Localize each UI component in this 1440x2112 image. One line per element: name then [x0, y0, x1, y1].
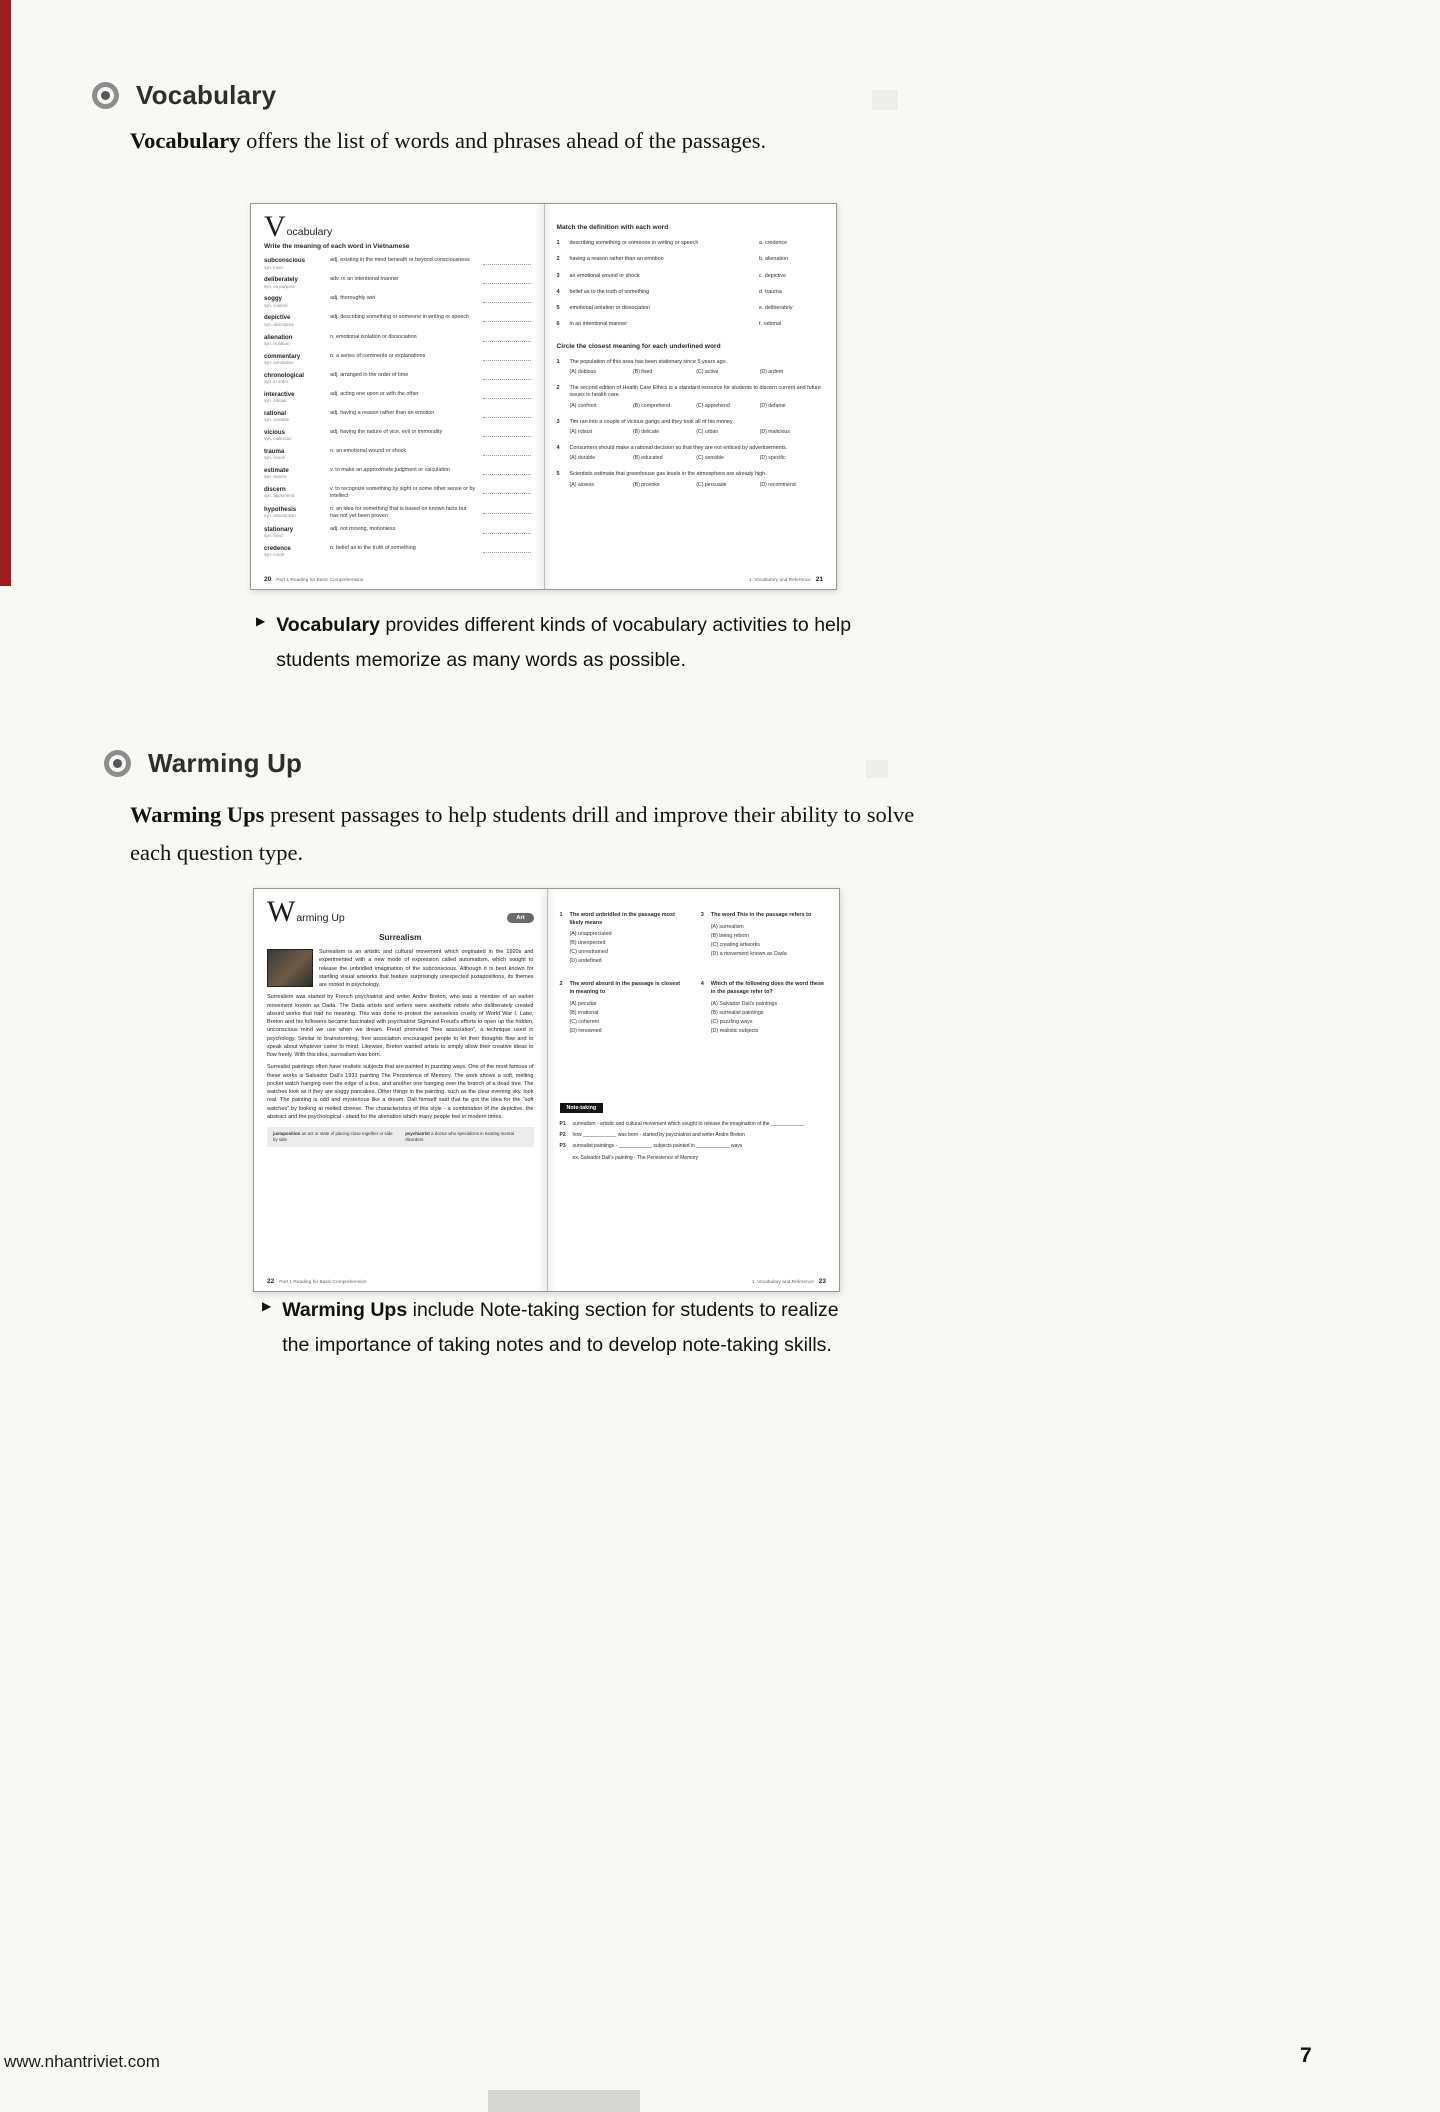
vocab-instruction: Write the meaning of each word in Vietnamese [264, 243, 410, 251]
warming-title-rest: arming Up [296, 912, 345, 924]
vocabulary-intro-lead: Vocabulary [130, 128, 241, 153]
vocabulary-section-header [92, 80, 276, 111]
answer-option: (D) defame [759, 402, 786, 409]
vocab-word-row [264, 257, 531, 270]
meaning-write-line [483, 468, 531, 475]
glossary-term: psychiatrist [405, 1131, 430, 1136]
vocab-term-synonym: syn. descriptive [264, 321, 295, 327]
passage-paragraph: Surrealist paintings often have realistic subjects that are painted in puzzling ways. One of the most famous of these works is Salvador Dali's 1931 painting The Persistence of Memory. The work shows a soft, melting pocket watch hanging over the edge of a box, and another one hanging over the branch of a dead tree. The watches look as if they are soggy pancakes. Other things in the painting, such as the clear evening sky, look real. The painting is odd and mysterious like a dream. Dali himself said that he got the idea for the “soft watches” by looking at melted cheese. The characteristics of this style - a combination of the depictive, the abstract and the psychological - stand for the alienation which many people feel in modern times. [267, 1064, 534, 1120]
circle-item-body [570, 385, 824, 409]
passage-body [267, 948, 534, 1121]
circle-item [557, 385, 824, 409]
glossary-term: juxtaposition [273, 1131, 301, 1136]
vocab-term-cell [264, 429, 330, 442]
vocab-left-page-number: 20 [264, 576, 272, 583]
note-taking-line [560, 1132, 827, 1139]
warming-right-page-number: 23 [818, 1278, 826, 1285]
meaning-write-line [483, 449, 531, 456]
question-number: 3 [700, 912, 704, 918]
vocab-left-footer [264, 576, 363, 583]
vocab-term-cell [264, 467, 330, 480]
warming-left-footer-text: Part 1 Reading for Basic Comprehension [279, 1280, 367, 1285]
vocab-left-page [251, 204, 544, 589]
circle-sentence: The population of this area has been stationary since 5 years ago. [569, 358, 728, 365]
warming-up-note-lead: Warming Ups [282, 1299, 408, 1321]
vocab-term-synonym: syn. assess [264, 474, 287, 480]
match-definition: having a reason rather than an emotion [569, 256, 664, 263]
match-number: 1 [556, 240, 560, 246]
vocab-term: subconscious [264, 257, 305, 265]
warming-up-intro-rest: present passages to help students drill and improve their ability to solve each question type. [130, 802, 915, 866]
meaning-write-line [483, 354, 531, 361]
circle-item-body [570, 359, 824, 375]
glossary-item: psychiatrist a doctor who specializes in treating mental disorders [405, 1131, 514, 1143]
vocab-term-cell [264, 486, 330, 499]
question-number: 1 [559, 912, 563, 918]
triangle-bullet-icon: ▶ [256, 614, 266, 628]
bullseye-icon [104, 750, 131, 777]
note-text: ex. Salvador Dali's painting - The Persistence of Memory [572, 1154, 699, 1161]
vocab-term-cell [264, 410, 330, 423]
circle-sentence: Scientists estimate that greenhouse gas levels in the atmosphere are already high. [569, 471, 767, 478]
match-number: 5 [556, 305, 560, 312]
vocab-term: rational [264, 409, 287, 417]
circle-number: 4 [556, 444, 560, 451]
answer-option: (C) urban [696, 428, 719, 435]
section-title-vocabulary: Vocabulary [136, 80, 277, 110]
question-text: Which of the following does the word these in the passage refer to? [710, 981, 825, 996]
answer-option: (D) a movement known as Dada [710, 950, 787, 957]
match-heading: Match the definition with each word [556, 224, 669, 231]
meaning-write-line [483, 277, 531, 284]
scan-artifact [488, 2090, 640, 2112]
warming-left-footer [267, 1278, 366, 1285]
vocab-term-cell [264, 334, 330, 347]
note-text: surrealist paintings - ____________ subjects painted in ____________ ways [572, 1143, 743, 1150]
vocab-page-title [264, 210, 531, 243]
bullseye-icon [92, 82, 119, 109]
vocab-word-row [264, 486, 531, 500]
warming-up-note-rest: include Note-taking section for students to realize the importance of taking notes and to develop note-taking skills. [282, 1299, 839, 1357]
circle-options [570, 482, 824, 488]
answer-option: (B) educated [632, 455, 663, 462]
vocabulary-intro-rest: offers the list of words and phrases ahead of the passages. [240, 128, 767, 153]
question-grid [560, 912, 827, 1037]
answer-option: (C) active [696, 369, 719, 376]
vocab-word-row [264, 276, 531, 289]
meaning-write-line [483, 507, 531, 514]
warming-left-page-number: 22 [267, 1278, 275, 1285]
vocab-term-cell [264, 314, 330, 327]
note-taking-list [560, 1121, 827, 1162]
passage-title: Surrealism [379, 933, 422, 942]
vocab-word-row [264, 410, 531, 423]
match-item [557, 305, 824, 312]
vocab-term: alienation [264, 333, 293, 341]
vocab-word-list [264, 257, 531, 558]
vocab-term-synonym: syn. shock [264, 455, 285, 461]
spread-fold-line [547, 889, 548, 1291]
note-paragraph-label [560, 1155, 573, 1162]
question-stem [560, 912, 685, 927]
triangle-bullet-icon: ▶ [262, 1299, 272, 1313]
match-answer-word: f. rational [759, 321, 782, 328]
meaning-write-line [483, 296, 531, 303]
circle-list [557, 359, 824, 488]
vocab-term-cell [264, 372, 330, 385]
circle-item [557, 419, 824, 435]
vocab-term: credence [264, 544, 291, 552]
vocabulary-note-rest: provides different kinds of vocabulary activities to help students memorize as many words as possible. [276, 614, 852, 672]
match-item [557, 273, 824, 280]
vocab-word-row [264, 334, 531, 347]
answer-option: (A) confront [569, 402, 597, 409]
vocab-term: commentary [264, 352, 301, 360]
circle-item [557, 359, 824, 375]
warming-up-note-text [282, 1293, 867, 1363]
vocab-definition: adj. having the nature of vice, evil or immorality [330, 428, 443, 435]
vocab-right-footer-text: 1. Vocabulary and Reference [748, 578, 811, 583]
note-paragraph-label: P3 [559, 1143, 566, 1150]
answer-option: (A) Salvador Dali's paintings [710, 1000, 778, 1007]
vocab-term-synonym: syn. fixed [264, 533, 283, 539]
answer-option: (A) peculiar [569, 1000, 597, 1007]
meaning-write-line [483, 315, 531, 322]
answer-option: (B) being reborn [710, 932, 750, 939]
scan-artifact [872, 90, 898, 110]
answer-option: (A) unappreciated [569, 931, 612, 938]
answer-option: (C) coherent [569, 1018, 599, 1025]
warming-up-section-header [104, 748, 302, 779]
vocab-definition: v. to make an approximate judgment or calculation [330, 466, 451, 473]
vocab-definition: n. a series of comments or explanations [330, 352, 426, 359]
section-title-warming-up: Warming Up [148, 748, 303, 778]
vocab-definition: adj. describing something or someone in writing or speech [330, 314, 470, 321]
vocab-term-synonym: syn. soaked [264, 302, 288, 308]
vocab-definition: n. belief as to the truth of something [330, 544, 416, 551]
question-text: The word absurd in the passage is closest in meaning to [569, 981, 681, 996]
question-stem [701, 981, 826, 996]
answer-option: (A) surrealism [710, 923, 744, 930]
meaning-write-line [483, 392, 531, 399]
circle-sentence: Consumers should make a rational decision so that they are not enticed by advertisements. [569, 444, 788, 451]
answer-option: (D) specific [759, 455, 786, 462]
passage-paragraph: Surrealism is an artistic and cultural movement which originated in the 1920s and experimented with a new mode of expression called automatism, which sought to release the unbridled imagination of the subconscious. Although it is best known for startling visual artworks that feature surprisingly unexpected juxtapositions, its themes are rooted in psychology. [267, 948, 534, 989]
vocab-term: stationary [264, 525, 294, 533]
note-paragraph-label: P1 [559, 1120, 566, 1127]
vocab-term-synonym: syn. isolation [264, 340, 290, 346]
warming-up-note [262, 1293, 867, 1363]
warming-right-page [547, 889, 840, 1291]
circle-options [570, 455, 824, 461]
question [701, 981, 826, 1036]
match-item [557, 321, 824, 328]
publisher-url: www.nhantriviet.com [4, 2052, 160, 2071]
vocab-term: vicious [264, 428, 285, 436]
vocab-term: interactive [264, 390, 295, 398]
vocab-dropcap: V [264, 210, 286, 243]
warming-up-spread [253, 888, 840, 1292]
glossary-item: juxtaposition an act or state of placing close together or side by side [273, 1131, 393, 1143]
match-definition: emotional isolation or dissociation [569, 305, 651, 312]
vocab-term-synonym: syn. mutual [264, 397, 287, 403]
answer-option: (C) apprehend [696, 402, 730, 409]
vocabulary-note-text [276, 608, 876, 678]
scan-artifact [866, 760, 888, 778]
note-taking-line [560, 1155, 827, 1162]
vocab-word-row [264, 526, 531, 539]
vocab-definition: adj. having a reason rather than an emotion [330, 409, 435, 416]
meaning-write-line [483, 546, 531, 553]
vocab-word-row [264, 448, 531, 461]
question-number: 4 [700, 981, 704, 988]
match-number: 4 [556, 288, 560, 295]
match-definition: an emotional wound or shock [569, 272, 640, 279]
meaning-write-line [483, 487, 531, 494]
meaning-write-line [483, 335, 531, 342]
vocab-term-cell [264, 526, 330, 539]
vocab-right-page [544, 204, 837, 589]
match-answer-word: d. trauma [759, 288, 782, 295]
question [701, 912, 826, 967]
question-stem [701, 912, 826, 920]
vocabulary-intro [130, 122, 970, 160]
match-number: 3 [556, 272, 560, 279]
vocab-definition: adj. existing in the mind beneath or beyond consciousness [330, 257, 470, 264]
answer-option: (D) malicious [759, 428, 790, 435]
vocab-right-footer [749, 576, 823, 583]
vocab-term-synonym: syn. on purpose [264, 283, 296, 289]
note-text: how ____________ was born - started by psychiatrist and writer Andre Breton [572, 1132, 745, 1138]
answer-option: (D) ardent [759, 369, 783, 376]
answer-option: (B) comprehend [632, 402, 671, 409]
circle-options [570, 369, 824, 375]
vocab-term: trauma [264, 447, 285, 455]
circle-options [570, 403, 824, 409]
page-edge-stripe [0, 0, 11, 586]
match-answer-word: c. depictive [759, 272, 786, 279]
vocab-term: chronological [264, 371, 304, 379]
vocab-term-cell [264, 391, 330, 404]
answer-option: (C) creating artworks [710, 941, 760, 948]
note-taking-badge: Note-taking [560, 1103, 604, 1113]
meaning-write-line [483, 527, 531, 534]
vocab-definition: n. an emotional wound or shock [330, 447, 407, 454]
passage-image [267, 949, 313, 987]
vocab-term: depictive [264, 314, 291, 322]
vocab-term-cell [264, 257, 330, 270]
subject-badge: Art [507, 913, 533, 923]
answer-option: (C) persuade [696, 481, 727, 488]
vocab-term: soggy [264, 295, 282, 303]
answer-option: (B) irrational [569, 1009, 599, 1016]
warming-left-page [254, 889, 547, 1291]
answer-option: (A) robust [569, 428, 593, 435]
vocab-word-row [264, 506, 531, 520]
question [560, 912, 685, 967]
vocabulary-spread [250, 203, 837, 590]
vocab-left-footer-text: Part 1 Reading for Basic Comprehension [276, 578, 364, 583]
circle-number: 1 [556, 358, 560, 365]
circle-item-body [570, 419, 824, 435]
circle-sentence: The second edition of Health Care Ethics is a standard resource for students to discern current and future issues in health care. [569, 385, 821, 399]
answer-option: (D) realistic subjects [710, 1027, 759, 1034]
warming-right-footer [752, 1278, 826, 1285]
vocab-term-synonym: syn. sensible [264, 416, 290, 422]
vocab-word-row [264, 429, 531, 442]
question-number: 2 [559, 981, 563, 988]
vocab-definition: adj. acting one upon or with the other [330, 390, 419, 397]
answer-option: (B) fixed [632, 369, 653, 376]
vocab-definition: adj. arranged in the order of time [330, 371, 409, 378]
question-options [711, 1001, 826, 1034]
vocab-term-cell [264, 506, 330, 519]
vocab-word-row [264, 353, 531, 366]
question [560, 981, 685, 1036]
vocab-word-row [264, 372, 531, 385]
match-answer-word: e. deliberately [759, 305, 793, 312]
note-taking-line [560, 1143, 827, 1150]
match-answer-word: b. alienation [759, 256, 789, 263]
vocab-term-cell [264, 545, 330, 558]
circle-item-body [570, 471, 824, 487]
match-number: 2 [556, 256, 560, 263]
match-number: 6 [556, 321, 560, 328]
vocab-term-synonym: syn. inner [264, 264, 284, 270]
meaning-write-line [483, 411, 531, 418]
vocab-term-synonym: syn. assumption [264, 513, 296, 519]
vocab-word-row [264, 391, 531, 404]
vocab-term-cell [264, 295, 330, 308]
answer-option: (B) delicate [632, 428, 660, 435]
warming-up-intro-lead: Warming Ups [130, 802, 265, 827]
question-options [711, 924, 826, 957]
vocab-definition: adj. thoroughly wet [330, 295, 376, 302]
question-text: The word This in the passage refers to [710, 912, 812, 918]
circle-item [557, 445, 824, 461]
question-options [570, 931, 685, 964]
vocab-term: deliberately [264, 276, 298, 284]
glossary-box [267, 1127, 534, 1147]
vocab-term-cell [264, 353, 330, 366]
vocab-word-row [264, 314, 531, 327]
page-number: 7 [1300, 2044, 1312, 2067]
vocab-term: estimate [264, 466, 289, 474]
question-stem [560, 981, 685, 996]
answer-option: (A) durable [569, 455, 596, 462]
vocab-term-synonym: syn. annotation [264, 359, 294, 365]
vocab-definition: adv. in an intentional manner [330, 276, 399, 283]
circle-item-body [570, 445, 824, 461]
passage-paragraph: Surrealism was started by French psychiatrist and writer Andre Breton, who was a member of an earlier movement known as Dada. The Dada artists and writers were aesthetic rebels who deliberately created absurd works that had no meaning. This was done to protest the senseless cruelty of World War I. Later, Breton and his followers became fascinated with psychiatrist Sigmund Freud's efforts to open up the hidden, unconscious mind we use when we dream. Freud promoted “free association”, a technique used in psychology. Similar to brainstorming, free association encouraged people to let their thoughts flow and to speak about whatever came to mind. Likewise, Breton wanted artists to simply allow their creative ideas to flow freely. With this idea, surrealism was born. [267, 994, 534, 1058]
circle-number: 5 [556, 471, 560, 478]
vocab-term: hypothesis [264, 505, 297, 513]
meaning-write-line [483, 430, 531, 437]
warming-up-intro [130, 796, 940, 873]
vocab-word-row [264, 295, 531, 308]
match-item [557, 240, 824, 247]
circle-heading: Circle the closest meaning for each underlined word [556, 342, 721, 350]
match-item [557, 289, 824, 296]
answer-option: (A) dubious [569, 369, 597, 376]
answer-option: (D) renowned [569, 1027, 602, 1034]
answer-option: (B) provoke [632, 481, 660, 488]
match-definition: in an intentional manner [569, 321, 628, 328]
circle-number: 3 [556, 418, 560, 425]
warming-page-title [267, 895, 534, 928]
circle-item [557, 471, 824, 487]
warming-right-footer-text: 1. Vocabulary and Reference [751, 1280, 814, 1285]
question-text: The word unbridled in the passage most likely means [569, 912, 675, 926]
warming-dropcap: W [267, 895, 296, 928]
vocab-word-row [264, 545, 531, 558]
answer-option: (D) recommend [759, 481, 796, 488]
spread-fold-line [544, 204, 545, 589]
note-paragraph-label: P2 [559, 1132, 566, 1138]
meaning-write-line [483, 373, 531, 380]
answer-option: (C) sensible [696, 455, 724, 462]
match-item [557, 256, 824, 263]
vocab-term-synonym: syn. apprehend [264, 493, 295, 499]
meaning-write-line [483, 258, 531, 265]
vocab-term-cell [264, 448, 330, 461]
question-options [570, 1001, 685, 1034]
vocab-definition: n. an idea for something that is based on known facts but has not yet been proven [330, 505, 467, 519]
vocab-term: discern [264, 485, 286, 493]
circle-options [570, 429, 824, 435]
vocab-term-synonym: syn. credit [264, 552, 285, 558]
vocab-word-row [264, 467, 531, 480]
answer-option: (B) unexpected [569, 940, 606, 947]
answer-option: (C) unrestrained [569, 949, 608, 956]
vocabulary-note-lead: Vocabulary [276, 614, 380, 636]
answer-option: (A) assess [569, 481, 595, 488]
circle-sentence: Tim ran into a couple of vicious gangs and they took all of his money. [569, 418, 734, 425]
vocab-term-cell [264, 276, 330, 289]
match-answer-word: a. credence [759, 240, 788, 246]
vocab-title-rest: ocabulary [286, 226, 333, 239]
vocabulary-note [256, 608, 876, 678]
vocab-right-page-number: 21 [815, 576, 823, 583]
vocab-definition: n. emotional isolation or dissociation [330, 333, 417, 340]
answer-option: (B) surrealist paintings [710, 1009, 764, 1016]
match-list [557, 240, 824, 329]
match-definition: belief as to the truth of something [569, 288, 650, 295]
vocab-definition: adj. not moving, motionless [330, 525, 396, 532]
note-taking-line [560, 1121, 827, 1128]
warming-title-group [267, 895, 345, 928]
vocab-term-synonym: syn. in order [264, 378, 289, 384]
answer-option: (D) undefined [569, 958, 602, 965]
vocab-definition: v. to recognize something by sight or some other sense or by intellect [330, 485, 476, 499]
vocab-term-synonym: syn. malicious [264, 435, 292, 441]
circle-number: 2 [556, 385, 560, 392]
answer-option: (C) puzzling ways [710, 1018, 753, 1025]
note-text: surrealism - artistic and cultural movement which sought to release the imagination of the ____________ [572, 1120, 805, 1127]
match-definition: describing something or someone in writing or speech [569, 240, 699, 246]
